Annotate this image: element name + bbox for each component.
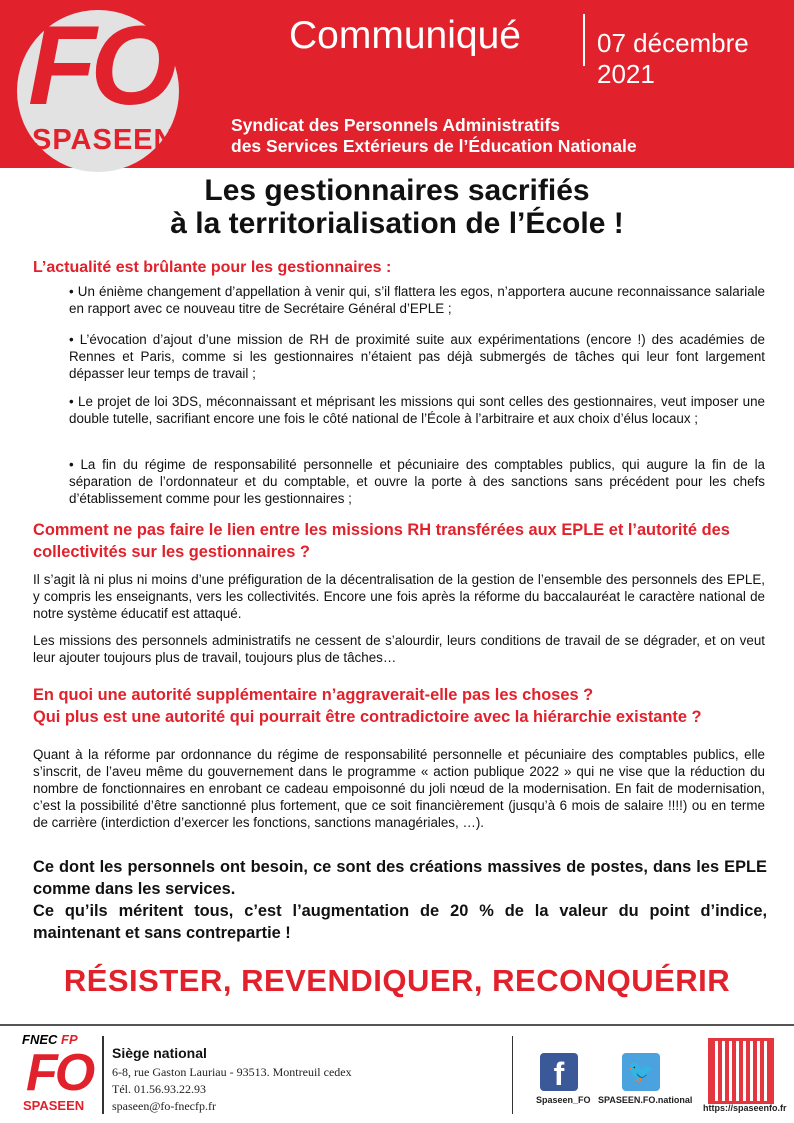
footer-email[interactable]: spaseen@fo-fnecfp.fr (112, 1099, 216, 1113)
bullet-item: • La fin du régime de responsabilité personnelle et pécuniaire des comptables publics, qui augure la fin de la séparation de l’ordonnateur et du comptable, et ouvre la porte à des sanctions sans précédent pour les chefs d’établissement comme pour les gestionnaires ; (69, 457, 765, 506)
section2-paragraph: Il s’agit là ni plus ni moins d’une préfiguration de la décentralisation de la gestion de l’ensemble des personnels des EPLE, y compris les enseignants, vers les collectivités. Encore une fois après la réforme du baccalauréat le caractère national de notre système éducatif est attaqué. (33, 572, 765, 621)
section1-heading: L’actualité est brûlante pour les gestionnaires : (33, 259, 392, 276)
union-name-line1: Syndicat des Personnels Administratifs (231, 115, 561, 135)
section2-heading: Comment ne pas faire le lien entre les missions RH transférées aux EPLE et l’autorité des collectivités sur les gestionnaires ? (33, 521, 730, 561)
doc-date: 07 décembre 2021 (597, 28, 749, 89)
facebook-label[interactable]: Spaseen_FO (536, 1095, 591, 1105)
twitter-label[interactable]: SPASEEN.FO.national (598, 1095, 693, 1105)
header-separator (583, 14, 585, 66)
section3-heading-line1: En quoi une autorité supplémentaire n’aggraverait-elle pas les choses ? (33, 686, 594, 704)
page-title (0, 174, 794, 240)
logo-spaseen: SPASEEN (32, 124, 176, 156)
union-name (231, 115, 637, 157)
section3-paragraph: Quant à la réforme par ordonnance du régime de responsabilité personnelle et pécuniaire des comptables publics, elle s’inscrit, de l’aveu même du gouvernement dans le programme « action publique 2022 » qui ne vise que la réduction du nombre de fonctionnaires en enrobant ce cadeau empoisonné du joli nœud de la modernisation. En fait de modernisation, c’est la possibilité d’être sanctionné plus fortement, que ce soit financièrement (jusqu’à 6 mois de salaire !!!!) ou en terme de carrière (interdiction d’exercer les fonctions, sanctions managériales, …). (33, 747, 765, 830)
footer-fnec-fp: FP (61, 1032, 78, 1047)
section2-paragraph: Les missions des personnels administratifs ne cessent de s’alourdir, leurs conditions de travail de se dégrader, et on veut leur ajouter toujours plus de travail, toujours plus de tâches… (33, 633, 765, 665)
logo-fo: FO (28, 3, 172, 128)
footer-divider (512, 1036, 513, 1114)
footer-phone: Tél. 01.56.93.22.93 (112, 1082, 206, 1096)
page-title-line2: à la territorialisation de l’École ! (170, 207, 624, 240)
twitter-icon[interactable]: 🐦 (622, 1053, 660, 1091)
facebook-icon[interactable]: f (540, 1053, 578, 1091)
qr-code-icon[interactable] (708, 1038, 774, 1104)
footer-spaseen-label: SPASEEN (23, 1098, 85, 1113)
footer-address: 6-8, rue Gaston Lauriau - 93513. Montreuil cedex (112, 1065, 352, 1079)
footer-siege-title: Siège national (112, 1045, 207, 1061)
website-label[interactable]: https://spaseenfo.fr (703, 1103, 787, 1113)
footer-fo-logo: FO (26, 1044, 93, 1102)
doc-type-title: Communiqué (289, 14, 521, 57)
footer-divider (102, 1036, 104, 1114)
footer-rule (0, 1024, 794, 1026)
closing-statement (33, 856, 767, 944)
section3-heading-line2: Qui plus est une autorité qui pourrait être contradictoire avec la hiérarchie existante ? (33, 708, 702, 726)
bullet-item: • Un énième changement d’appellation à venir qui, s’il flattera les egos, n’apportera aucune reconnaissance salariale en rapport avec ce nouveau titre de Secrétaire Général d’EPLE ; (69, 284, 765, 316)
section3-heading (33, 684, 702, 728)
footer-fnec-text: FNEC (22, 1032, 58, 1047)
closing-line2: Ce qu’ils méritent tous, c’est l’augmentation de 20 % de la valeur du point d’indice, maintenant et sans contrepartie ! (33, 902, 767, 942)
closing-line1: Ce dont les personnels ont besoin, ce sont des créations massives de postes, dans les EPLE comme dans les services. (33, 858, 767, 898)
slogan: RÉSISTER, REVENDIQUER, RECONQUÉRIR (63, 963, 731, 998)
bullet-item: • L’évocation d’ajout d’une mission de RH de proximité suite aux expérimentations (encore !) des académies de Rennes et Paris, comme si les gestionnaires n’étaient pas déjà submergés de tâches qui leur font largement dépasser leur temps de travail ; (69, 332, 765, 381)
bullet-item: • Le projet de loi 3DS, méconnaissant et méprisant les missions qui sont celles des gestionnaires, veut imposer une double tutelle, sacrifiant encore une fois le côté national de l’École à l’arbitraire et aux choix d’élus locaux ; (69, 394, 765, 426)
page-title-line1: Les gestionnaires sacrifiés (204, 174, 590, 207)
union-name-line2: des Services Extérieurs de l’Éducation Nationale (231, 136, 637, 156)
